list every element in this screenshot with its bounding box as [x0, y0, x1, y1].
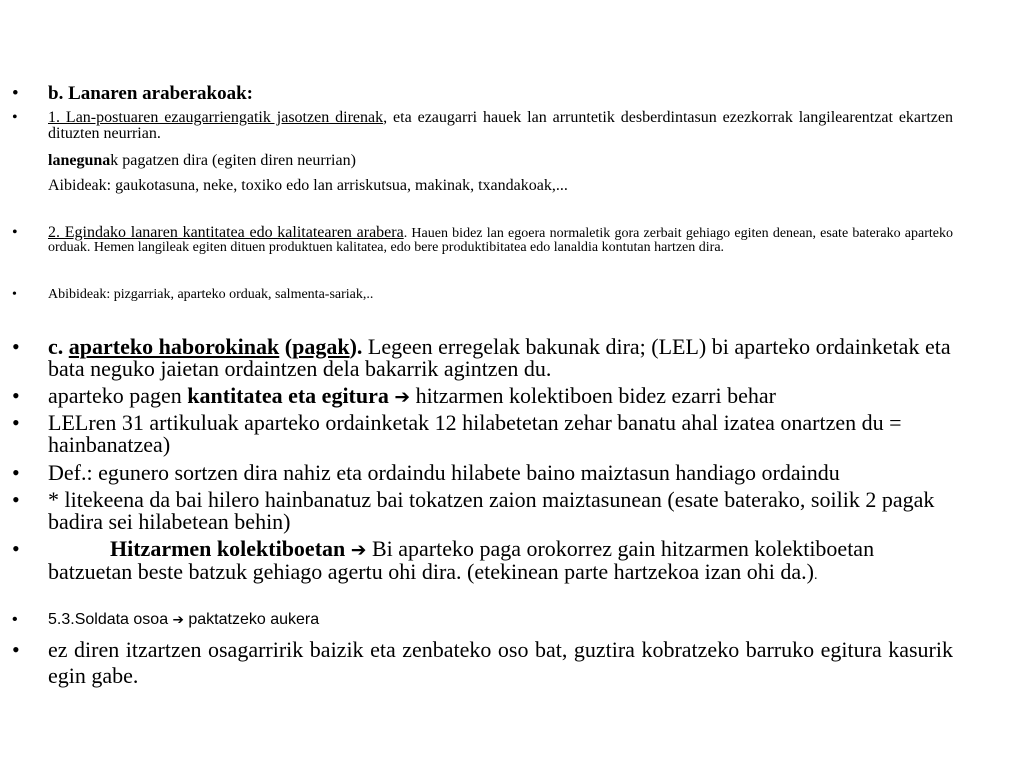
lel31-item	[12, 410, 953, 457]
soldata-item	[12, 611, 953, 628]
aibideak-line	[48, 178, 953, 194]
bullet: •	[12, 83, 19, 104]
def-item	[12, 460, 953, 485]
laneguna-line	[48, 153, 953, 169]
bullet: •	[12, 460, 20, 485]
def-text: Def.: egunero sortzen dira nahiz eta ordaindu hilabete baino maiztasun handiago ordaindu	[48, 460, 840, 485]
lel31-text: LELren 31 artikuluak aparteko ordainketak 12 hilabetetan zehar banatu ahal izatea onartzen du = hainbanatzea)	[48, 410, 902, 457]
ezdiren-text: ez diren itzartzen osagarririk baizik eta zenbateko oso bat, guztira kobratzeko barruko egitura kasurik egin gabe.	[48, 637, 953, 689]
ezdiren-item	[12, 637, 953, 690]
kantitatea-post: hitzarmen kolektiboen bidez ezarri behar	[410, 383, 776, 408]
bullet: •	[12, 410, 20, 435]
kantitatea-pre: aparteko pagen	[48, 383, 188, 408]
hitzarmen-item	[12, 536, 953, 584]
lanpostu-item	[12, 109, 954, 142]
haborokinak-title: aparteko haborokinak	[68, 334, 280, 359]
paren-close: ).	[349, 334, 363, 359]
egindako-lead: 2. Egindako lanaren kantitatea edo kalitatearen arabera	[48, 224, 404, 241]
arrow-right-icon: ➔	[172, 612, 184, 628]
laneguna-bold: laneguna	[48, 152, 111, 169]
c-prefix: c.	[48, 334, 69, 359]
pagak-word: pagak	[292, 334, 350, 359]
soldata-post: paktatzeko aukera	[183, 611, 320, 628]
bullet: •	[12, 334, 20, 359]
haborokinak-item	[12, 334, 953, 381]
paren-open: (	[279, 334, 293, 359]
bullet: •	[12, 487, 20, 512]
heading-b-item	[12, 83, 953, 104]
heading-b: b. Lanaren araberakoak:	[48, 83, 253, 104]
aibideak-text: Aibideak: gaukotasuna, neke, toxiko edo lan arriskutsua, makinak, txandakoak,...	[48, 177, 568, 194]
soldata-pre: 5.3.Soldata osoa	[48, 611, 173, 628]
egindako-item	[12, 224, 953, 255]
bullet: •	[12, 109, 18, 126]
litekeena-item	[12, 487, 953, 534]
bullet: •	[12, 536, 20, 561]
bullet: •	[12, 637, 20, 662]
bullet: •	[12, 611, 18, 628]
abibideak-item	[12, 287, 953, 302]
abibideak-text: Abibideak: pizgarriak, aparteko orduak, salmenta-sariak,..	[48, 287, 374, 302]
litekeena-text: * litekeena da bai hilero hainbanatuz bai tokatzen zaion maiztasunean (esate baterako, soilik 2 pagak badira sei hilabetean behin)	[48, 487, 935, 534]
bullet: •	[12, 224, 18, 241]
hitzarmen-tail: .	[813, 567, 818, 583]
kantitatea-item	[12, 383, 953, 408]
lanpostu-text: , eta ezaugarri hauek lan arruntetik desberdintasun ezezkorrak langilearentzat ekartzen dituzten neurrian.	[48, 109, 954, 142]
bullet: •	[12, 287, 17, 302]
arrow-right-icon: ➔	[394, 387, 411, 408]
arrow-right-icon: ➔	[350, 540, 367, 561]
lanpostu-lead: 1. Lan-postuaren ezaugarriengatik jasotzen direnak	[48, 109, 384, 126]
egindako-text: . Hauen bidez lan egoera normaletik gora zerbait gehiago egiten denean, esate baterako aparteko orduak. Hemen langileak egiten dituen produktuen kalitatea, edo bere produktibitatea edo lanaldia kontutan hartzen dira.	[48, 226, 953, 255]
kantitatea-bold: kantitatea eta egitura	[187, 383, 389, 408]
hitzarmen-text: Bi aparteko paga orokorrez gain hitzarmen kolektiboetan batzuetan beste batzuk gehiago agertu ohi dira. (etekinean parte hartzekoa izan ohi da.)	[48, 536, 875, 584]
hitzarmen-bold: Hitzarmen kolektiboetan	[110, 536, 346, 561]
bullet: •	[12, 383, 20, 408]
haborokinak-text: Legeen erregelak bakunak dira; (LEL) bi aparteko ordainketak eta bata neguko jaietan ordaintzen dela bakarrik agintzen du.	[48, 334, 951, 381]
laneguna-text: k pagatzen dira (egiten diren neurrian)	[110, 152, 356, 169]
